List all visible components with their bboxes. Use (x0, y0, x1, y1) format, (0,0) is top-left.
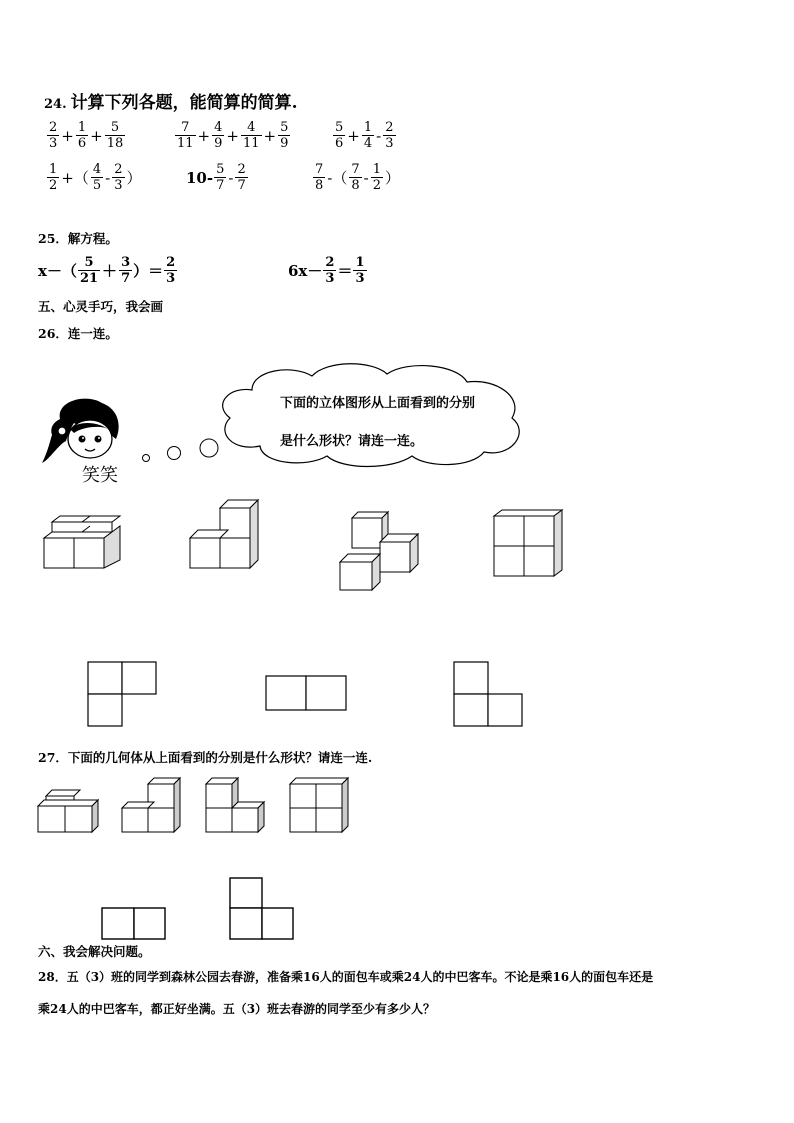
numerator: 1 (49, 162, 58, 177)
thought-cloud (212, 360, 532, 470)
numerator: 7 (315, 162, 324, 177)
thought-bubbles (138, 432, 228, 468)
q27-solid-1 (36, 788, 102, 836)
fraction (47, 162, 59, 193)
cloud-text-line-2: 是什么形状？请连一连。 (280, 434, 424, 449)
operator: ＋ (102, 262, 118, 280)
denominator: 7 (121, 271, 131, 286)
q27-solid-4 (288, 776, 354, 836)
fraction (119, 255, 132, 286)
denominator: 6 (77, 136, 87, 151)
q28-line-2: 乘24人的中巴客车，都正好坐满。五（3）班去春游的同学至少有多少人？ (38, 1002, 436, 1016)
q24-expr-3 (332, 120, 397, 151)
fraction (105, 120, 126, 151)
numerator: 4 (247, 120, 256, 135)
numerator: 2 (49, 120, 58, 135)
denominator: 18 (106, 136, 124, 151)
denominator: 3 (385, 136, 394, 151)
q26-solid-3 (336, 508, 428, 594)
fraction (349, 162, 361, 193)
section-5-heading: 五、心灵手巧，我会画 (38, 299, 164, 314)
numerator: 2 (385, 120, 394, 135)
numerator: 3 (121, 255, 131, 270)
expression-text: 10- (186, 168, 214, 187)
denominator: 7 (216, 178, 225, 193)
operator: - (228, 168, 234, 187)
denominator: 5 (92, 178, 102, 193)
denominator: 11 (177, 136, 194, 151)
numerator: 7 (181, 120, 190, 135)
fraction (333, 120, 345, 151)
q25-equation-1 (38, 255, 178, 286)
q26-label: 26．连一连。 (38, 326, 118, 341)
fraction (175, 120, 196, 151)
q24-expr-2 (174, 120, 291, 151)
denominator: 11 (242, 136, 260, 151)
q24-heading (44, 88, 298, 113)
fraction (76, 120, 88, 151)
q27-top-view-1 (100, 906, 168, 942)
fraction (323, 255, 336, 286)
numerator: 2 (325, 255, 335, 270)
operator: + (347, 126, 360, 145)
section-6-heading: 六、我会解决问题。 (38, 944, 151, 959)
q24-expr-1 (46, 120, 126, 151)
operator: ） (385, 169, 401, 187)
denominator: 3 (355, 271, 365, 286)
q26-solid-2 (186, 496, 266, 574)
girl-caption: 笑笑 (82, 465, 118, 486)
fraction (362, 120, 374, 151)
numerator: 1 (372, 162, 381, 177)
operator: - (105, 168, 111, 187)
q27-solid-3 (204, 776, 270, 836)
q26-solid-1 (40, 512, 130, 574)
denominator: 8 (351, 178, 360, 193)
q27-label: 27．下面的几何体从上面看到的分别是什么形状？请连一连. (38, 750, 373, 765)
denominator: 6 (335, 136, 344, 151)
expression-text: ＝ (337, 262, 353, 280)
q24-expr-6 (312, 162, 401, 193)
girl-avatar-icon (38, 395, 138, 467)
numerator: 1 (363, 120, 373, 135)
denominator: 8 (315, 178, 324, 193)
operator: +（ (61, 169, 89, 187)
expression-text: 6x－ (288, 262, 323, 280)
denominator: 9 (280, 136, 289, 151)
fraction (353, 255, 366, 286)
q28-line-1: 28．五（3）班的同学到森林公园去春游，准备乘16人的面包车或乘24人的中巴客车。不论是乘16人的面包车还是 (38, 970, 654, 984)
numerator: 1 (77, 120, 87, 135)
q24-title: 计算下列各题，能简算的简算. (70, 93, 298, 113)
numerator: 7 (351, 162, 360, 177)
fraction (91, 162, 103, 193)
denominator: 2 (49, 178, 58, 193)
operator: ） (126, 169, 142, 187)
fraction (212, 120, 224, 151)
q24-expr-5 (186, 162, 249, 193)
denominator: 3 (325, 271, 335, 286)
fraction (278, 120, 290, 151)
fraction (241, 120, 262, 151)
denominator: 7 (237, 178, 246, 193)
fraction (235, 162, 247, 193)
operator: + (90, 126, 103, 145)
numerator: 5 (110, 120, 120, 135)
q26-top-view-3 (452, 660, 526, 728)
numerator: 4 (92, 162, 102, 177)
fraction (214, 162, 226, 193)
q25-label: 25．解方程。 (38, 231, 118, 246)
operator: + (263, 126, 277, 145)
operator: - (363, 168, 369, 187)
q26-solid-4 (490, 506, 570, 580)
expression-text: ）＝ (133, 262, 164, 280)
denominator: 9 (214, 136, 223, 151)
expression-text: x－（ (38, 262, 77, 280)
fraction (112, 162, 124, 193)
numerator: 5 (280, 120, 289, 135)
fraction (78, 255, 100, 286)
fraction (313, 162, 325, 193)
operator: - (376, 126, 382, 145)
denominator: 3 (49, 136, 58, 151)
q27-solid-2 (120, 776, 184, 836)
numerator: 1 (355, 255, 365, 270)
cloud-text-line-1: 下面的立体图形从上面看到的分别 (280, 396, 476, 411)
operator: + (226, 126, 239, 145)
operator: + (197, 126, 211, 145)
denominator: 3 (114, 178, 123, 193)
fraction (47, 120, 59, 151)
fraction (383, 120, 395, 151)
q25-equation-2 (288, 255, 368, 286)
denominator: 2 (372, 178, 381, 193)
q26-top-view-2 (264, 674, 348, 714)
numerator: 5 (335, 120, 344, 135)
operator: + (61, 126, 74, 145)
operator: -（ (327, 169, 348, 187)
numerator: 4 (214, 120, 223, 135)
numerator: 2 (166, 255, 176, 270)
denominator: 21 (79, 271, 99, 286)
numerator: 2 (114, 162, 123, 177)
fraction (164, 255, 177, 286)
numerator: 2 (237, 162, 246, 177)
fraction (371, 162, 383, 193)
q24-expr-4 (46, 162, 143, 193)
q24-number: 24. (44, 97, 67, 112)
denominator: 3 (166, 271, 176, 286)
numerator: 5 (216, 162, 225, 177)
numerator: 5 (84, 255, 94, 270)
denominator: 4 (363, 136, 373, 151)
q27-top-view-2 (228, 876, 296, 942)
q26-top-view-1 (86, 660, 160, 728)
